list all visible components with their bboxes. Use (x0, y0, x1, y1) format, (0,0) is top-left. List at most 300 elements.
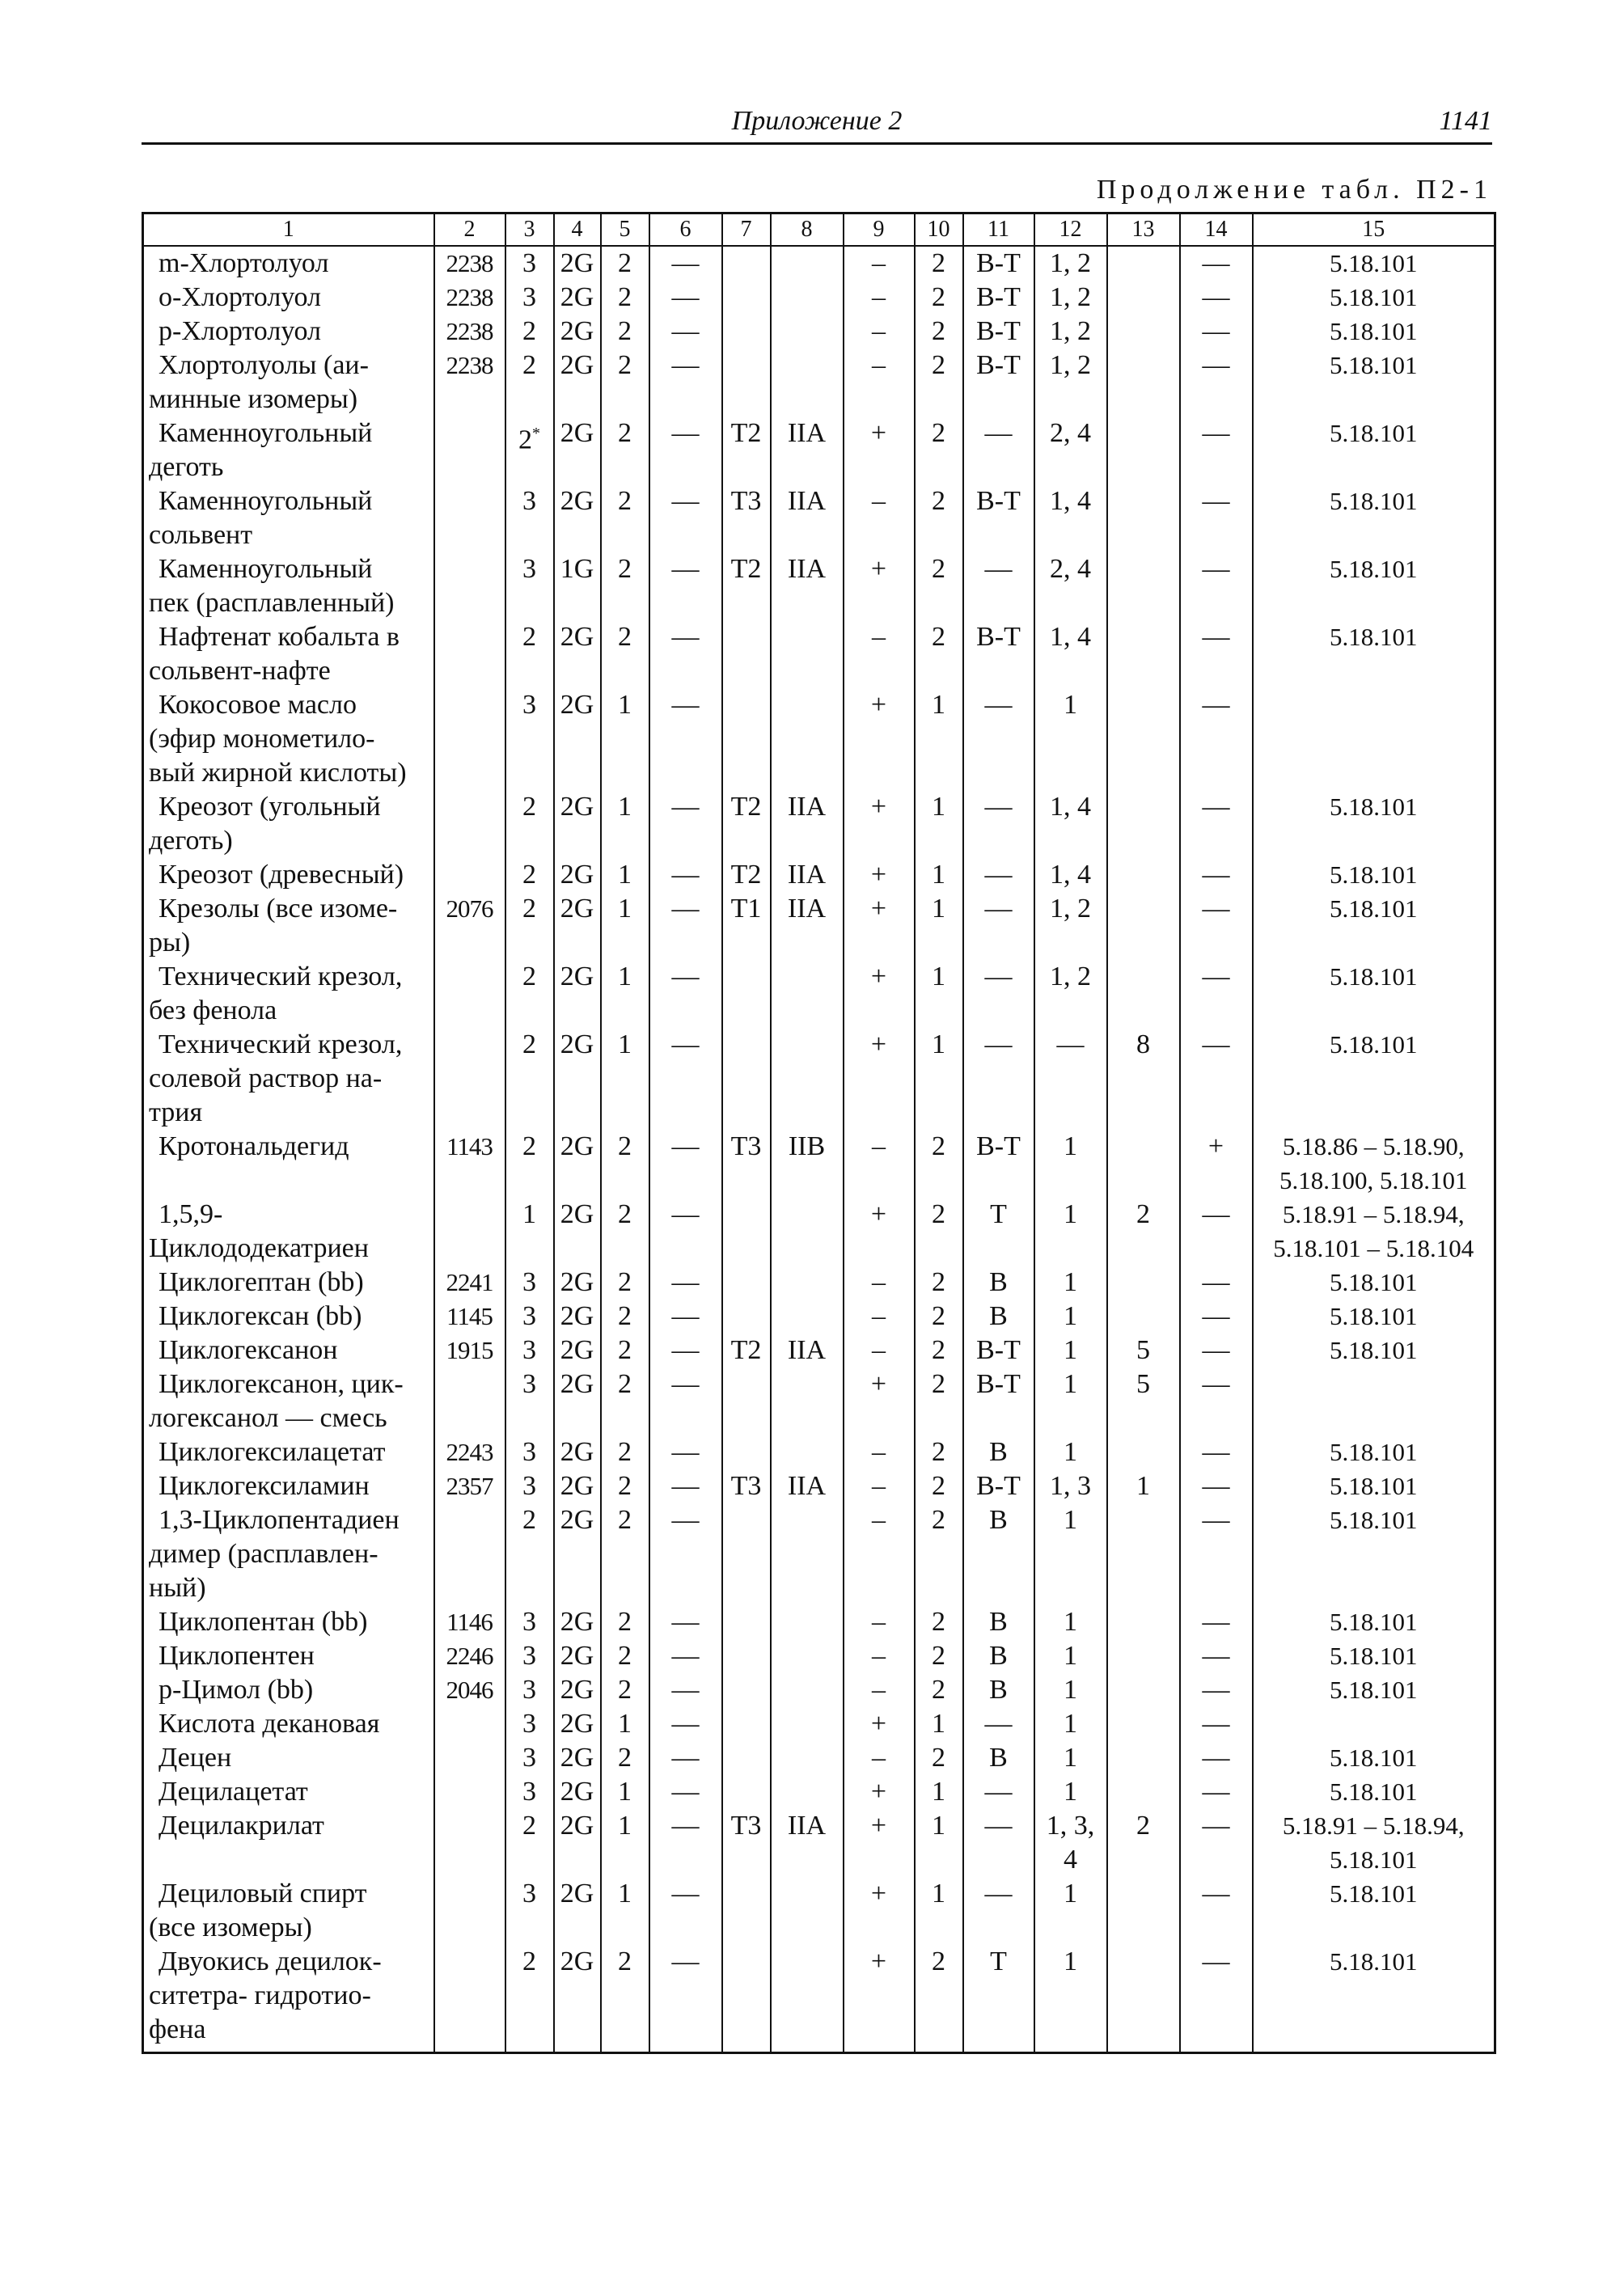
table-cell: — (1180, 246, 1253, 281)
table-cell: 5.18.101 (1253, 1028, 1495, 1130)
column-header: 12 (1034, 213, 1107, 247)
table-cell (143, 1673, 434, 1707)
table-cell: 5.18.86 – 5.18.90, 5.18.100, 5.18.101 (1253, 1130, 1495, 1198)
table-cell (143, 349, 434, 416)
table-cell: — (649, 1266, 722, 1300)
running-header (142, 105, 1492, 145)
table-cell: 5.18.101 (1253, 892, 1495, 960)
cell-line: деготь) (149, 826, 233, 856)
table-cell: 2 (915, 1469, 963, 1503)
table-cell: 3 (505, 1367, 554, 1435)
table-cell: 2 (601, 1266, 649, 1300)
table-cell (722, 1741, 771, 1775)
table-cell: 1, 4 (1034, 790, 1107, 858)
table-cell (143, 484, 434, 552)
column-header: 10 (915, 213, 963, 247)
table-cell (434, 484, 505, 552)
table-cell: — (649, 1605, 722, 1639)
table-cell: + (844, 1877, 915, 1945)
table-cell (1107, 1266, 1180, 1300)
table-cell: 1 (915, 1809, 963, 1877)
page-number: 1141 (1439, 106, 1492, 136)
table-cell: — (963, 1877, 1034, 1945)
table-row (143, 1266, 1495, 1300)
table-cell: 3 (505, 1775, 554, 1809)
table-cell: 5.18.101 (1253, 1673, 1495, 1707)
table-cell: 2 (915, 315, 963, 349)
table-cell (434, 960, 505, 1028)
table-cell: 2 (915, 1198, 963, 1266)
table-cell (722, 1945, 771, 2053)
table-cell: 2 (1107, 1809, 1180, 1877)
table-row (143, 688, 1495, 790)
table-cell: IIA (771, 1334, 844, 1367)
table-cell (434, 552, 505, 620)
table-cell: 1145 (434, 1300, 505, 1334)
column-header: 5 (601, 213, 649, 247)
table-cell (771, 620, 844, 688)
table-cell (143, 1130, 434, 1198)
cell-line: Дециловый спирт (159, 1879, 367, 1908)
table-cell (1253, 688, 1495, 790)
table-cell: 5.18.101 (1253, 416, 1495, 484)
table-cell: 2 (601, 1367, 649, 1435)
cell-line: Кротональдегид (159, 1131, 349, 1161)
table-row (143, 1503, 1495, 1605)
table-cell (722, 1435, 771, 1469)
table-cell: 2G (554, 620, 601, 688)
table-cell: 2 (601, 484, 649, 552)
table-cell: 2 (915, 349, 963, 416)
cell-line: логексанол — смесь (149, 1403, 387, 1433)
table-cell (143, 1469, 434, 1503)
table-cell: 2 (601, 1198, 649, 1266)
table-cell: 5.18.101 (1253, 858, 1495, 892)
table-cell: 2 (915, 1639, 963, 1673)
table-cell (434, 416, 505, 484)
table-cell: — (649, 1435, 722, 1469)
table-cell: Т2 (722, 790, 771, 858)
table-cell: 2 (505, 620, 554, 688)
cell-line: ный) (149, 1573, 206, 1603)
table-cell: 1 (601, 1028, 649, 1130)
table-cell: 2 (601, 1469, 649, 1503)
table-cell: 1G (554, 552, 601, 620)
table-cell: — (649, 1741, 722, 1775)
table-cell (434, 1707, 505, 1741)
table-cell: — (649, 1028, 722, 1130)
table-cell (722, 1503, 771, 1605)
table-cell: 1915 (434, 1334, 505, 1367)
table-cell: В-Т (963, 1130, 1034, 1198)
table-cell: — (649, 1503, 722, 1605)
table-cell: 1 (601, 858, 649, 892)
table-cell (771, 1945, 844, 2053)
table-cell: — (1180, 1877, 1253, 1945)
table-row (143, 1300, 1495, 1334)
table-cell: — (1180, 1775, 1253, 1809)
table-row (143, 1707, 1495, 1741)
table-cell: 2 (915, 246, 963, 281)
table-row (143, 1945, 1495, 2053)
table-cell (1107, 281, 1180, 315)
table-cell: В-Т (963, 1334, 1034, 1367)
table-cell: 1, 2 (1034, 960, 1107, 1028)
table-cell: — (649, 416, 722, 484)
table-cell (143, 1300, 434, 1334)
table-cell (143, 1741, 434, 1775)
table-cell: 1 (601, 790, 649, 858)
table-cell: 1, 4 (1034, 484, 1107, 552)
table-row (143, 1809, 1495, 1877)
table-cell: — (1180, 315, 1253, 349)
table-cell: 1 (1034, 1435, 1107, 1469)
table-cell (1107, 1741, 1180, 1775)
cell-line: деготь (149, 452, 224, 482)
cell-line: Хлортолуолы (аи- (159, 350, 369, 380)
table-cell: — (963, 858, 1034, 892)
table-cell: 2G (554, 1469, 601, 1503)
table-cell: 5.18.101 (1253, 1639, 1495, 1673)
table-cell: Т3 (722, 1809, 771, 1877)
table-cell: 1143 (434, 1130, 505, 1198)
table-row (143, 1775, 1495, 1809)
table-cell (722, 1198, 771, 1266)
table-cell: – (844, 1605, 915, 1639)
table-cell (143, 1028, 434, 1130)
table-cell: 5.18.101 (1253, 1877, 1495, 1945)
table-cell: — (649, 1367, 722, 1435)
table-cell (771, 315, 844, 349)
table-cell (143, 790, 434, 858)
table-cell: 5.18.91 – 5.18.94, 5.18.101 (1253, 1809, 1495, 1877)
table-cell: 1 (601, 1775, 649, 1809)
table-cell: 5.18.101 (1253, 484, 1495, 552)
table-cell (1107, 484, 1180, 552)
table-cell: 1 (601, 892, 649, 960)
table-row (143, 1130, 1495, 1198)
table-cell: — (1180, 1605, 1253, 1639)
table-cell: 2 (601, 416, 649, 484)
table-cell: В-Т (963, 1469, 1034, 1503)
table-cell: — (649, 281, 722, 315)
cell-line: трия (149, 1097, 203, 1127)
table-cell: 2 (505, 858, 554, 892)
table-cell: 1 (915, 1707, 963, 1741)
table-cell (1107, 1945, 1180, 2053)
table-row (143, 1367, 1495, 1435)
cell-line: Каменноугольный (159, 486, 373, 516)
table-cell (434, 1367, 505, 1435)
table-cell (143, 688, 434, 790)
table-cell: — (649, 484, 722, 552)
table-cell: 1 (601, 1877, 649, 1945)
cell-line: 1,5,9- (159, 1199, 223, 1229)
table-cell: 1 (915, 1877, 963, 1945)
table-cell: 3 (505, 1741, 554, 1775)
table-cell: – (844, 1130, 915, 1198)
table-cell: 1 (915, 1028, 963, 1130)
table-cell (1253, 1707, 1495, 1741)
table-cell: Т3 (722, 484, 771, 552)
table-cell (1107, 1130, 1180, 1198)
table-cell (722, 960, 771, 1028)
table-cell: 2G (554, 960, 601, 1028)
table-cell: — (1034, 1028, 1107, 1130)
cell-line: Циклогексанон, цик- (159, 1369, 404, 1399)
table-cell: В-Т (963, 281, 1034, 315)
table-cell: IIA (771, 416, 844, 484)
table-cell (722, 688, 771, 790)
table-cell (1107, 246, 1180, 281)
table-cell (722, 1877, 771, 1945)
table-cell: 3 (505, 1469, 554, 1503)
table-cell: 2 (915, 1945, 963, 2053)
table-cell: 2* (505, 416, 554, 484)
table-cell: 2G (554, 858, 601, 892)
table-cell: — (963, 1707, 1034, 1741)
table-cell: 2G (554, 1945, 601, 2053)
table-cell: — (1180, 1028, 1253, 1130)
table-cell: 2 (915, 1300, 963, 1334)
table-cell: — (649, 552, 722, 620)
table-cell: — (649, 1198, 722, 1266)
table-cell: — (649, 620, 722, 688)
table-cell: + (844, 960, 915, 1028)
table-cell: 5.18.101 (1253, 315, 1495, 349)
table-cell: В (963, 1673, 1034, 1707)
table-row (143, 1334, 1495, 1367)
table-cell: 2 (601, 620, 649, 688)
table-cell (143, 246, 434, 281)
table-cell (771, 1741, 844, 1775)
table-cell (1107, 1775, 1180, 1809)
table-cell: — (1180, 552, 1253, 620)
table-cell: IIA (771, 892, 844, 960)
table-cell: 5.18.101 (1253, 349, 1495, 416)
table-cell: — (649, 1809, 722, 1877)
table-cell: 2G (554, 1877, 601, 1945)
table-cell: В (963, 1266, 1034, 1300)
table-cell: 2 (601, 1673, 649, 1707)
cell-line: Циклогептан (bb) (159, 1267, 364, 1297)
table-cell (722, 1266, 771, 1300)
table-cell: 5.18.101 (1253, 1503, 1495, 1605)
table-row (143, 1198, 1495, 1266)
table-row (143, 484, 1495, 552)
column-header: 4 (554, 213, 601, 247)
table-cell: + (844, 552, 915, 620)
table-cell: – (844, 1266, 915, 1300)
table-cell (771, 281, 844, 315)
cell-line: Каменноугольный (159, 554, 373, 584)
table-cell: Т2 (722, 1334, 771, 1367)
table-cell: — (1180, 1300, 1253, 1334)
cell-line: р-Хлортолуол (159, 316, 321, 346)
table-cell: 2 (915, 484, 963, 552)
table-cell: — (1180, 1367, 1253, 1435)
table-cell: В-Т (963, 349, 1034, 416)
table-cell (1107, 315, 1180, 349)
table-cell: 1 (1034, 1741, 1107, 1775)
table-cell: 5.18.101 (1253, 1775, 1495, 1809)
cell-line: Каменноугольный (159, 418, 373, 448)
table-cell (434, 620, 505, 688)
cell-line: Циклогексилацетат (159, 1437, 386, 1467)
table-cell: 1, 2 (1034, 349, 1107, 416)
column-header: 3 (505, 213, 554, 247)
table-cell: 2G (554, 1028, 601, 1130)
table-cell: 2G (554, 1809, 601, 1877)
table-cell (143, 1605, 434, 1639)
table-cell: 1 (915, 960, 963, 1028)
table-cell: — (1180, 790, 1253, 858)
column-header: 9 (844, 213, 915, 247)
cell-line: Креозот (древесный) (159, 860, 404, 890)
table-cell: 3 (505, 1334, 554, 1367)
table-cell: 2 (915, 552, 963, 620)
table-cell: – (844, 1639, 915, 1673)
table-cell (143, 1809, 434, 1877)
table-cell: Т1 (722, 892, 771, 960)
table-cell: 1 (1034, 1367, 1107, 1435)
table-cell (771, 1367, 844, 1435)
table-cell: + (844, 1945, 915, 2053)
table-cell: — (1180, 1198, 1253, 1266)
cell-line: минные изомеры) (149, 384, 358, 414)
table-cell: Т (963, 1945, 1034, 2053)
table-cell: 3 (505, 552, 554, 620)
column-header: 7 (722, 213, 771, 247)
table-cell: — (1180, 1469, 1253, 1503)
table-cell: — (649, 1775, 722, 1809)
table-cell (1107, 1673, 1180, 1707)
table-cell (143, 960, 434, 1028)
table-cell (771, 349, 844, 416)
table-cell: – (844, 484, 915, 552)
table-cell: 2 (601, 552, 649, 620)
table-cell: 2 (601, 1334, 649, 1367)
table-cell: 2G (554, 484, 601, 552)
table-cell: + (844, 1707, 915, 1741)
table-cell: 2 (601, 349, 649, 416)
table-cell: 2 (505, 349, 554, 416)
table-cell: – (844, 281, 915, 315)
table-cell (722, 1707, 771, 1741)
table-cell (722, 1673, 771, 1707)
table-cell: 1 (1034, 1877, 1107, 1945)
table-cell: 1 (601, 1809, 649, 1877)
table-row (143, 1673, 1495, 1707)
table-cell (434, 1198, 505, 1266)
table-cell: 2G (554, 246, 601, 281)
table-cell (771, 1028, 844, 1130)
cell-line: Децилакрилат (159, 1811, 324, 1841)
table-cell: 1 (1034, 1130, 1107, 1198)
table-cell (143, 1266, 434, 1300)
column-header: 6 (649, 213, 722, 247)
table-cell: – (844, 1469, 915, 1503)
table-cell (771, 1300, 844, 1334)
table-cell: — (963, 892, 1034, 960)
table-cell: IIA (771, 552, 844, 620)
table-cell: 5.18.101 (1253, 1605, 1495, 1639)
table-cell: 5.18.101 (1253, 246, 1495, 281)
table-cell: 2 (915, 1334, 963, 1367)
table-cell: 5 (1107, 1334, 1180, 1367)
cell-line: Циклопентан (bb) (159, 1607, 368, 1637)
table-cell (1107, 1503, 1180, 1605)
table-cell: — (963, 1028, 1034, 1130)
column-header: 8 (771, 213, 844, 247)
column-header: 14 (1180, 213, 1253, 247)
table-cell: 2 (601, 1639, 649, 1673)
table-cell: + (844, 858, 915, 892)
table-cell: В (963, 1741, 1034, 1775)
table-cell: 3 (505, 246, 554, 281)
table-cell: Т2 (722, 552, 771, 620)
table-cell: Т3 (722, 1130, 771, 1198)
table-cell (143, 1334, 434, 1367)
table-cell: 5.18.101 (1253, 1334, 1495, 1367)
table-cell: 2 (505, 790, 554, 858)
table-cell: — (963, 960, 1034, 1028)
table-cell: 2 (505, 1028, 554, 1130)
table-cell (771, 1503, 844, 1605)
table-cell (1107, 1639, 1180, 1673)
table-cell: 2 (505, 960, 554, 1028)
table-cell: 3 (505, 688, 554, 790)
column-header: 13 (1107, 213, 1180, 247)
table-cell: 2357 (434, 1469, 505, 1503)
table-cell: 2 (505, 1130, 554, 1198)
table-cell: — (1180, 620, 1253, 688)
table-cell (434, 1028, 505, 1130)
table-cell: 3 (505, 1877, 554, 1945)
table-cell: 1 (1034, 1266, 1107, 1300)
cell-line: Децилацетат (159, 1777, 308, 1807)
table-cell: 1 (1034, 1775, 1107, 1809)
table-cell: 1, 2 (1034, 246, 1107, 281)
table-cell (722, 1775, 771, 1809)
table-cell (771, 1673, 844, 1707)
cell-line: ситетра- гидротио- (149, 1980, 371, 2010)
table-cell: 2G (554, 1775, 601, 1809)
table-cell (722, 1639, 771, 1673)
table-cell: 1, 3, 4 (1034, 1809, 1107, 1877)
table-cell: 2G (554, 1707, 601, 1741)
table-cell (722, 1300, 771, 1334)
cell-line: димер (расплавлен- (149, 1539, 379, 1569)
table-cell: 1 (1034, 1198, 1107, 1266)
table-cell: + (844, 1198, 915, 1266)
table-cell: 2G (554, 1673, 601, 1707)
cell-line: 1,3-Циклопентадиен (159, 1505, 400, 1535)
table-cell: 3 (505, 1673, 554, 1707)
table-cell: 1146 (434, 1605, 505, 1639)
table-cell: — (649, 1469, 722, 1503)
table-cell: 1, 4 (1034, 858, 1107, 892)
table-row (143, 1639, 1495, 1673)
table-cell: 2 (601, 1300, 649, 1334)
table-cell: 2G (554, 1334, 601, 1367)
table-header-row (143, 213, 1495, 247)
table-cell: В-Т (963, 620, 1034, 688)
table-cell: Т (963, 1198, 1034, 1266)
table-cell: 1 (1034, 1503, 1107, 1605)
table-cell: 1 (915, 688, 963, 790)
table-cell (771, 246, 844, 281)
